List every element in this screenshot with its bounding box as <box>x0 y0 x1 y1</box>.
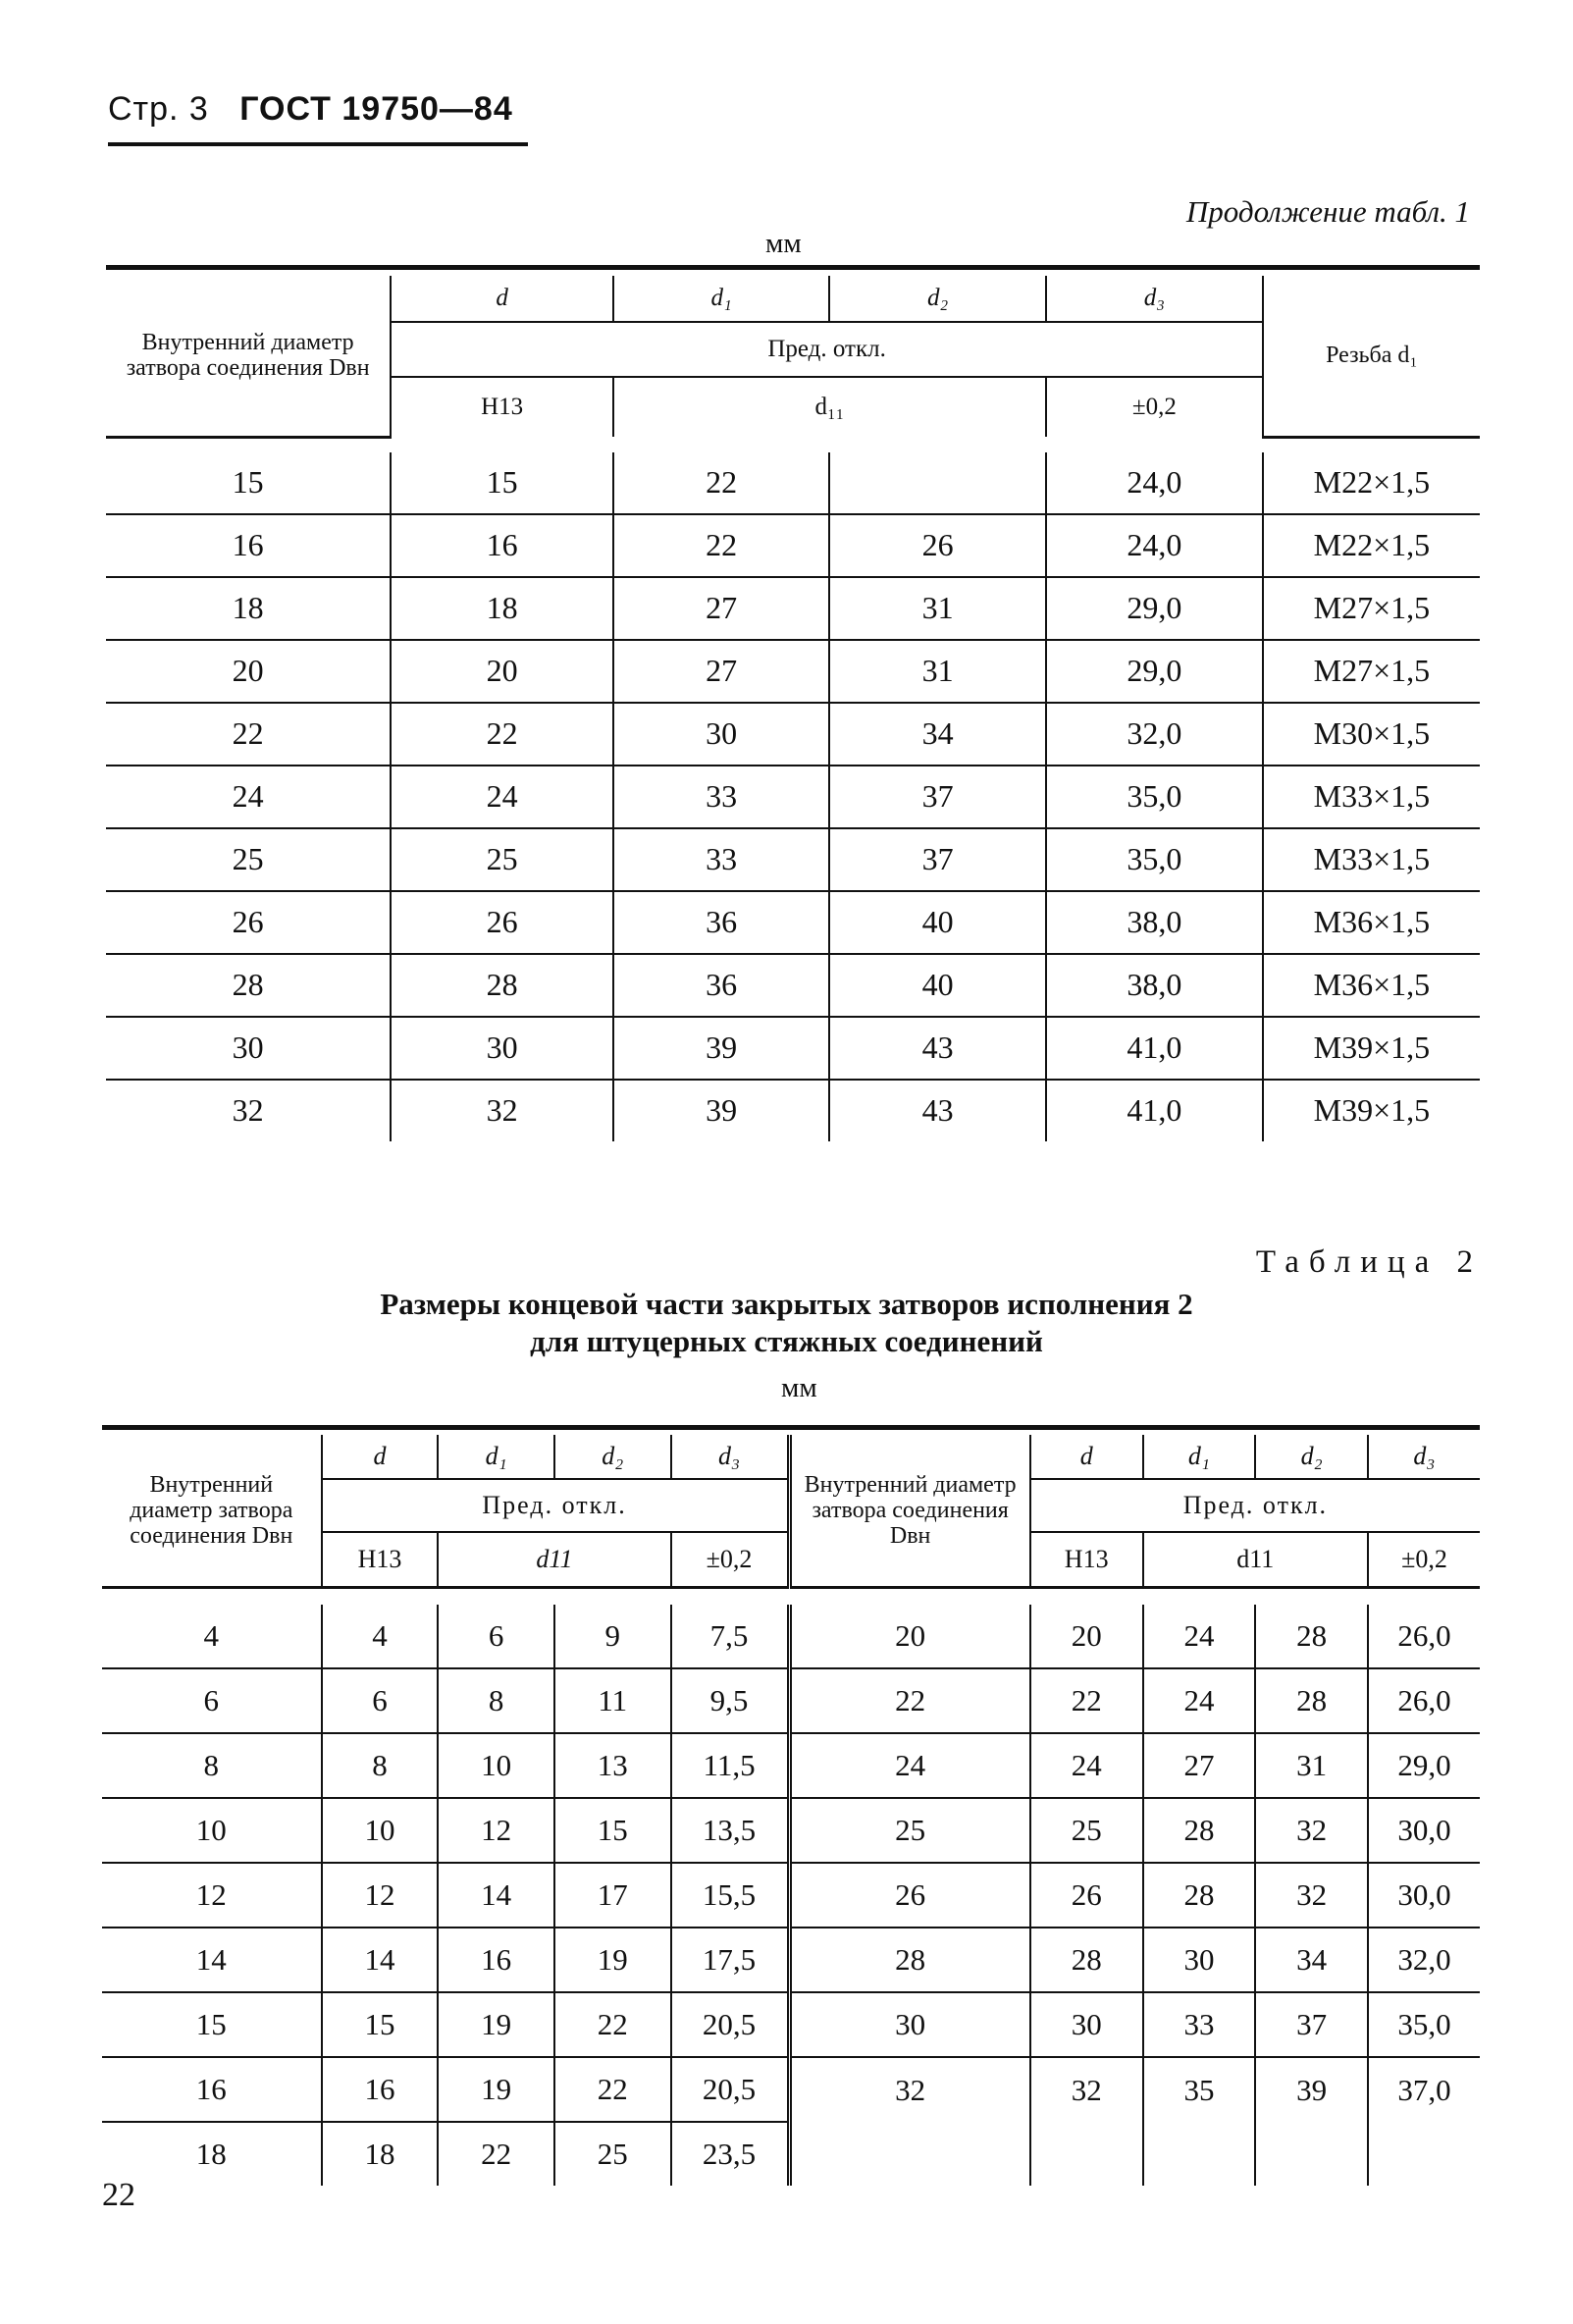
t2-left-header-d11: d11 <box>438 1532 670 1588</box>
t2-left-cell: 14 <box>102 1928 322 1992</box>
t2-right-cell: 39 <box>1255 2057 1368 2122</box>
t2-right-cell: 30 <box>1030 1992 1143 2057</box>
t2-left-cell: 8 <box>322 1733 439 1798</box>
t2-right-cell: 37,0 <box>1368 2057 1480 2122</box>
page-header <box>108 90 513 129</box>
t2-right-cell: 27 <box>1143 1733 1256 1798</box>
t1-cell: 30 <box>391 1017 613 1080</box>
t1-cell: 28 <box>391 954 613 1017</box>
t2-left-cell: 15 <box>102 1992 322 2057</box>
t2-right-cell: 25 <box>789 1798 1030 1863</box>
t1-cell: M30×1,5 <box>1263 703 1480 766</box>
page-number: 22 <box>102 2177 135 2213</box>
table2-row <box>102 1605 1480 1668</box>
t2-right-cell: 32 <box>1255 1863 1368 1928</box>
table1-row <box>106 452 1480 514</box>
t2-right-cell: 34 <box>1255 1928 1368 1992</box>
t2-left-header-pm02: ±0,2 <box>671 1532 789 1588</box>
table2-row <box>102 1733 1480 1798</box>
t2-left-cell: 23,5 <box>671 2122 789 2186</box>
t1-header-d11: d₁₁ <box>613 377 1046 437</box>
t1-cell: 31 <box>829 640 1046 703</box>
t2-right-cell: 33 <box>1143 1992 1256 2057</box>
t2-left-cell: 17,5 <box>671 1928 789 1992</box>
t1-cell: 18 <box>106 577 391 640</box>
t2-left-cell: 22 <box>554 2057 671 2122</box>
t1-cell: 39 <box>613 1017 830 1080</box>
t2-right-header-d: d <box>1030 1435 1143 1479</box>
t1-cell: M39×1,5 <box>1263 1017 1480 1080</box>
t1-cell: 16 <box>106 514 391 577</box>
table2-unit: мм <box>781 1372 817 1403</box>
t2-right-cell: 20 <box>789 1605 1030 1668</box>
t2-left-cell: 22 <box>438 2122 554 2186</box>
t1-header-d1: d₁ <box>613 276 830 322</box>
t2-right-cell: 32 <box>1255 1798 1368 1863</box>
t2-left-cell: 6 <box>438 1605 554 1668</box>
t2-left-cell: 16 <box>102 2057 322 2122</box>
t1-cell: 16 <box>391 514 613 577</box>
t1-cell: 24 <box>391 766 613 828</box>
t1-cell: 40 <box>829 954 1046 1017</box>
table2-row <box>102 1863 1480 1928</box>
table1-unit: мм <box>765 228 802 259</box>
t2-left-cell: 18 <box>322 2122 439 2186</box>
t1-cell: 32 <box>391 1080 613 1141</box>
t2-right-cell: 28 <box>789 1928 1030 1992</box>
t2-left-cell: 10 <box>102 1798 322 1863</box>
t2-left-cell: 12 <box>322 1863 439 1928</box>
t2-right-cell: 35,0 <box>1368 1992 1480 2057</box>
table2-row <box>102 2057 1480 2122</box>
t2-left-header-inner: Внутренний диаметр затвора соединения Dвн <box>102 1435 322 1588</box>
table2-row <box>102 1992 1480 2057</box>
t2-left-cell: 7,5 <box>671 1605 789 1668</box>
t1-header-h13: H13 <box>391 377 613 437</box>
t2-right-cell: 30 <box>1143 1928 1256 1992</box>
table1-row <box>106 514 1480 577</box>
table2-row <box>102 2122 1480 2186</box>
t1-cell: 24,0 <box>1046 514 1263 577</box>
t2-right-header-tolerance: Пред. откл. <box>1030 1479 1480 1532</box>
t1-cell: 15 <box>106 452 391 514</box>
t1-cell: 34 <box>829 703 1046 766</box>
table1-row <box>106 1080 1480 1141</box>
t1-cell: 43 <box>829 1017 1046 1080</box>
t1-header-inner-diameter: Внутренний диаметр затвора соединения Dвн <box>106 276 391 437</box>
t2-left-cell: 12 <box>438 1798 554 1863</box>
t1-header-d3: d₃ <box>1046 276 1263 322</box>
t2-left-cell: 13 <box>554 1733 671 1798</box>
t2-left-cell: 14 <box>322 1928 439 1992</box>
t1-header-tolerance: Пред. откл. <box>391 322 1263 377</box>
t1-cell: 30 <box>106 1017 391 1080</box>
t2-right-cell: 30,0 <box>1368 1863 1480 1928</box>
t2-left-cell: 17 <box>554 1863 671 1928</box>
t2-right-header-d3: d₃ <box>1368 1435 1480 1479</box>
table1-row <box>106 640 1480 703</box>
t1-cell: M27×1,5 <box>1263 577 1480 640</box>
t2-left-cell: 13,5 <box>671 1798 789 1863</box>
continuation-label: Продолжение табл. 1 <box>1185 194 1470 229</box>
t1-cell: 27 <box>613 640 830 703</box>
t1-header-d: d <box>391 276 613 322</box>
t2-left-cell: 6 <box>102 1668 322 1733</box>
t2-right-cell: 24 <box>1030 1733 1143 1798</box>
table1 <box>106 265 1480 1141</box>
t1-cell: M27×1,5 <box>1263 640 1480 703</box>
t2-left-cell: 6 <box>322 1668 439 1733</box>
t1-cell: M33×1,5 <box>1263 828 1480 891</box>
t1-cell: 36 <box>613 954 830 1017</box>
t1-cell: 20 <box>106 640 391 703</box>
t2-right-cell: 32 <box>789 2057 1030 2122</box>
t1-header-pm02: ±0,2 <box>1046 377 1263 437</box>
t2-left-cell: 9,5 <box>671 1668 789 1733</box>
t2-right-cell: 22 <box>789 1668 1030 1733</box>
page-label: Стр. 3 <box>108 90 209 128</box>
t1-cell <box>829 452 1046 514</box>
t1-cell: 24,0 <box>1046 452 1263 514</box>
t2-left-cell: 10 <box>438 1733 554 1798</box>
t2-right-header-inner: Внутренний диаметр затвора соединения Dвн <box>789 1435 1030 1588</box>
t1-cell: 25 <box>106 828 391 891</box>
t2-right-cell: 26 <box>1030 1863 1143 1928</box>
t2-right-cell <box>1368 2122 1480 2186</box>
table2-row <box>102 1928 1480 1992</box>
table1-row <box>106 577 1480 640</box>
t1-cell: 40 <box>829 891 1046 954</box>
t1-cell: 38,0 <box>1046 954 1263 1017</box>
t2-left-cell: 8 <box>438 1668 554 1733</box>
t2-left-cell: 8 <box>102 1733 322 1798</box>
table1-row <box>106 954 1480 1017</box>
t1-cell: 22 <box>613 452 830 514</box>
t2-right-cell: 29,0 <box>1368 1733 1480 1798</box>
t2-left-cell: 22 <box>554 1992 671 2057</box>
t2-right-cell: 37 <box>1255 1992 1368 2057</box>
t1-cell: 33 <box>613 766 830 828</box>
t1-cell: 22 <box>391 703 613 766</box>
t1-cell: 28 <box>106 954 391 1017</box>
t2-left-cell: 20,5 <box>671 1992 789 2057</box>
t1-cell: 20 <box>391 640 613 703</box>
t2-left-cell: 19 <box>554 1928 671 1992</box>
t1-cell: M39×1,5 <box>1263 1080 1480 1141</box>
table1-row <box>106 828 1480 891</box>
table2-row <box>102 1668 1480 1733</box>
t1-cell: 33 <box>613 828 830 891</box>
t2-left-header-tolerance: Пред. откл. <box>322 1479 789 1532</box>
t1-cell: 26 <box>391 891 613 954</box>
table1-row <box>106 703 1480 766</box>
table2 <box>102 1425 1480 2186</box>
t2-left-header-d1: d₁ <box>438 1435 554 1479</box>
t1-cell: M36×1,5 <box>1263 954 1480 1017</box>
t2-left-cell: 4 <box>322 1605 439 1668</box>
t2-right-cell <box>1255 2122 1368 2186</box>
t1-cell: 26 <box>829 514 1046 577</box>
t2-right-cell: 24 <box>789 1733 1030 1798</box>
standard-label: ГОСТ 19750—84 <box>239 90 513 128</box>
t1-cell: 41,0 <box>1046 1017 1263 1080</box>
table2-label: Таблица 2 <box>1255 1244 1483 1280</box>
t2-left-cell: 12 <box>102 1863 322 1928</box>
t2-right-cell: 24 <box>1143 1668 1256 1733</box>
t2-right-cell: 35 <box>1143 2057 1256 2122</box>
t1-cell: 27 <box>613 577 830 640</box>
t2-left-cell: 9 <box>554 1605 671 1668</box>
t2-right-cell <box>1030 2122 1143 2186</box>
t2-right-cell: 31 <box>1255 1733 1368 1798</box>
t2-right-cell: 28 <box>1143 1863 1256 1928</box>
t1-cell: 41,0 <box>1046 1080 1263 1141</box>
t1-cell: 31 <box>829 577 1046 640</box>
t2-right-cell: 30 <box>789 1992 1030 2057</box>
t1-cell: M33×1,5 <box>1263 766 1480 828</box>
t2-right-cell: 26,0 <box>1368 1605 1480 1668</box>
t1-cell: 37 <box>829 766 1046 828</box>
t1-cell: 15 <box>391 452 613 514</box>
t2-left-cell: 4 <box>102 1605 322 1668</box>
t1-cell: 29,0 <box>1046 640 1263 703</box>
t2-right-cell: 28 <box>1255 1605 1368 1668</box>
t2-left-cell: 18 <box>195 2137 227 2171</box>
t2-left-cell: 10 <box>322 1798 439 1863</box>
table1-row <box>106 766 1480 828</box>
t1-header-d2: d₂ <box>829 276 1046 322</box>
t2-left-cell: 11 <box>554 1668 671 1733</box>
t2-left-cell: 16 <box>438 1928 554 1992</box>
t2-right-cell: 28 <box>1030 1928 1143 1992</box>
t1-cell: 37 <box>829 828 1046 891</box>
t1-cell: 18 <box>391 577 613 640</box>
t1-cell: 24 <box>106 766 391 828</box>
t1-cell: 22 <box>613 514 830 577</box>
t2-right-header-d1: d₁ <box>1143 1435 1256 1479</box>
t1-cell: 35,0 <box>1046 766 1263 828</box>
t2-left-cell: 15,5 <box>671 1863 789 1928</box>
t2-left-cell: 14 <box>438 1863 554 1928</box>
t1-cell: M22×1,5 <box>1263 452 1480 514</box>
t2-right-cell: 26,0 <box>1368 1668 1480 1733</box>
t1-cell: M36×1,5 <box>1263 891 1480 954</box>
t1-cell: 26 <box>106 891 391 954</box>
t1-cell: 30 <box>613 703 830 766</box>
t1-header-thread: Резьба d₁ <box>1263 276 1480 437</box>
t1-cell: 32 <box>232 1092 264 1128</box>
t2-right-cell: 32,0 <box>1368 1928 1480 1992</box>
t1-cell: M22×1,5 <box>1263 514 1480 577</box>
t2-right-header-pm02: ±0,2 <box>1368 1532 1480 1588</box>
t1-cell: 38,0 <box>1046 891 1263 954</box>
t1-cell: 36 <box>613 891 830 954</box>
t2-right-cell <box>789 2122 1030 2186</box>
t1-cell: 39 <box>613 1080 830 1141</box>
t2-right-cell: 22 <box>1030 1668 1143 1733</box>
t2-left-cell: 11,5 <box>671 1733 789 1798</box>
table2-title-line2: для штуцерных стяжных соединений <box>530 1324 1043 1358</box>
t2-left-header-d3: d₃ <box>671 1435 789 1479</box>
t2-left-cell: 25 <box>554 2122 671 2186</box>
t2-right-cell: 24 <box>1143 1605 1256 1668</box>
t2-left-cell: 20,5 <box>671 2057 789 2122</box>
t1-cell: 43 <box>829 1080 1046 1141</box>
t1-cell: 35,0 <box>1046 828 1263 891</box>
header-rule <box>108 142 528 146</box>
t2-right-header-h13: H13 <box>1030 1532 1143 1588</box>
t2-right-cell: 30,0 <box>1368 1798 1480 1863</box>
t1-cell: 22 <box>106 703 391 766</box>
table1-row <box>106 1017 1480 1080</box>
table2-caption <box>0 1286 1573 1360</box>
t2-left-cell: 16 <box>322 2057 439 2122</box>
table2-title-line1: Размеры концевой части закрытых затворов исполнения 2 <box>380 1287 1193 1321</box>
t2-right-cell: 26 <box>789 1863 1030 1928</box>
t2-left-cell: 15 <box>322 1992 439 2057</box>
t1-cell: 25 <box>391 828 613 891</box>
table2-row <box>102 1798 1480 1863</box>
t2-right-cell: 32 <box>1030 2057 1143 2122</box>
t2-left-cell: 15 <box>554 1798 671 1863</box>
t1-cell: 29,0 <box>1046 577 1263 640</box>
t2-left-header-h13: H13 <box>322 1532 439 1588</box>
t2-right-cell: 25 <box>1030 1798 1143 1863</box>
t2-left-header-d: d <box>322 1435 439 1479</box>
t2-right-cell: 28 <box>1255 1668 1368 1733</box>
t2-right-header-d2: d₂ <box>1255 1435 1368 1479</box>
table1-row <box>106 891 1480 954</box>
t2-right-cell: 28 <box>1143 1798 1256 1863</box>
t2-left-cell: 19 <box>438 1992 554 2057</box>
t2-right-header-d11: d11 <box>1143 1532 1368 1588</box>
t2-right-cell <box>1143 2122 1256 2186</box>
t1-cell: 32,0 <box>1046 703 1263 766</box>
t2-right-cell: 20 <box>1030 1605 1143 1668</box>
t2-left-header-d2: d₂ <box>554 1435 671 1479</box>
t2-left-cell: 19 <box>438 2057 554 2122</box>
